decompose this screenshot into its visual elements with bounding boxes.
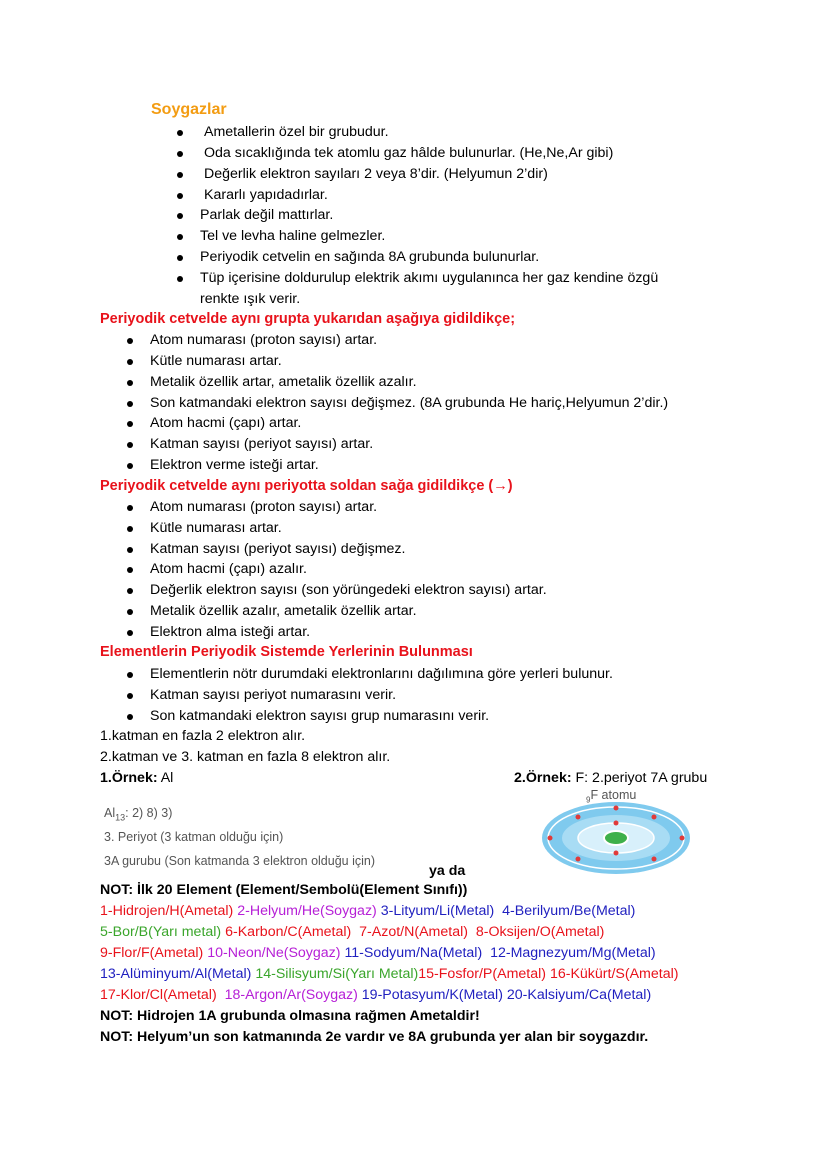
ya-da-text: ya da bbox=[429, 863, 466, 879]
ornek-1-image bbox=[100, 800, 420, 876]
bullet-icon bbox=[127, 630, 133, 636]
electron-config: $Al_{13}$: 2) 8) 3) bbox=[104, 806, 173, 823]
ornek-1: 1.Örnek: Al bbox=[100, 770, 174, 786]
not-title: NOT: İlk 20 Element (Element/Sembolü(Element Sınıfı)) bbox=[100, 882, 468, 898]
bullet-icon bbox=[127, 567, 133, 573]
bullet-icon bbox=[177, 151, 183, 157]
bullet-icon bbox=[127, 714, 133, 720]
katman-note-2: 2.katman ve 3. katman en fazla 8 elektron alır. bbox=[100, 749, 391, 765]
elements-row-3: 9-Flor/F(Ametal) 10-Neon/Ne(Soygaz) 11-Sodyum/Na(Metal) 12-Magnezyum/Mg(Metal) bbox=[100, 945, 656, 961]
grup-heading: Periyodik cetvelde aynı grupta yukarıdan aşağıya gidildikçe; bbox=[100, 311, 516, 327]
grup-info: 3A gurubu (Son katmanda 3 elektron olduğu için) bbox=[104, 854, 376, 868]
not-hidrojen: NOT: Hidrojen 1A grubunda olmasına rağmen Ametaldir! bbox=[100, 1008, 480, 1024]
bullet-icon bbox=[177, 234, 183, 240]
bullet-icon bbox=[127, 421, 133, 427]
not-helyum: NOT: Helyum’un son katmanında 2e vardır ve 8A grubunda yer alan bir soygazdır. bbox=[100, 1029, 649, 1045]
soygazlar-title: Soygazlar bbox=[151, 101, 227, 118]
atom-label: $_9$F atomu bbox=[586, 788, 637, 805]
document-page: Soygazlar Ametallerin özel bir grubudur. Oda sıcaklığında tek atomlu gaz hâlde bulunurlar. (He,Ne,Ar gibi) Değerlik elektron sayıları 2 veya 8’dir. (Helyumun 2’dir) Kararlı yapıdadırlar. Parlak değil mattırlar. Tel ve levha haline gelmezler. Periyodik cetvelin en sağında 8A grubunda bulunurlar. Tüp içerisine doldurulup elektrik akımı uygulanınca her gaz kendine özgü renkte ışık verir. Periyodik cetvelde aynı grupta yukarıdan aşağıya gidildikçe; Atom numarası (proton sayısı) artar. Kütle numarası artar. Metalik özellik artar, ametalik özellik azalır. Son katmandaki elektron sayısı değişmez. (8A grubunda He hariç,Helyumun 2’dir.) Atom hacmi (çapı) artar. Katman sayısı (periyot sayısı) artar. Elektron verme isteği artar. Periyodik cetvelde aynı periyotta soldan sağa gidildikçe (→) Atom numarası (proton sayısı) artar. Kütle numarası artar. Katman sayısı (periyot sayısı) değişmez. Atom hacmi (çapı) azalır. Değerlik elektron sayısı (son yörüngedeki elektron sayısı) artar. Metalik özellik azalır, ametalik özellik artar. Elektron alma isteği artar. Elementlerin Periyodik Sistemde Yerlerinin Bulunması Elementlerin nötr durumdaki elektronlarını dağılımına göre yerleri bulunur. Katman sayısı periyot numarasını verir. Son katmandaki elektron sayısı grup numarasını verir. 1.katman en fazla 2 elektron alır. 2.katman ve 3. katman en fazla 8 elektron alır. 1.Örnek: Al $Al_{13}$: 2) 8) 3) 3. Periyot (3 katman olduğu için) 3A gurubu (Son katmanda 3 elektron olduğu için) 2.Örnek: F: 2.periyot 7A grubu $_9$F atomu ya da NOT: İlk 20 Element (Element/Sembolü(Element Sınıfı)) 1-Hidrojen/H(Ametal) 2-Helyum/He(Soygaz) 3-Lityum/Li(Metal) 4-Berilyum/Be(Metal) 5-Bor/B(Yarı metal) 6-Karbon/C(Ametal) 7-Azot/N(Ametal) 8-Oksijen/O(Ametal) 9-Flor/F(Ametal) 10-Neon/Ne(Soygaz) 11-Sodyum/Na(Metal) 12-Magnezyum/Mg(Metal) 13-Alüminyum/Al(Metal) 14-Silisyum/Si(Yarı Metal)15-Fosfor/P(Ametal) 16-Kükürt/S(Ametal) 17-Klor/Cl(Ametal) 18-Argon/Ar(Soygaz) 19-Potasyum/K(Metal) 20-Kalsiyum/Ca(Metal) NOT: Hidrojen 1A grubunda olmasına rağmen Ametaldir! NOT: Helyum’un son katmanında 2e vardır ve 8A grubunda yer alan bir soygazdır. bbox=[0, 0, 828, 1169]
fluorine-atom-diagram bbox=[540, 800, 692, 876]
bullet-icon bbox=[127, 672, 133, 678]
bullet-icon bbox=[127, 693, 133, 699]
periyot-info: 3. Periyot (3 katman olduğu için) bbox=[104, 830, 284, 844]
ornek-2: 2.Örnek: F: 2.periyot 7A grubu bbox=[514, 770, 708, 786]
elements-row-2: 5-Bor/B(Yarı metal) 6-Karbon/C(Ametal) 7-Azot/N(Ametal) 8-Oksijen/O(Ametal) bbox=[100, 924, 605, 940]
bullet-icon bbox=[177, 276, 183, 282]
bullet-icon bbox=[177, 130, 183, 136]
yerler-heading: Elementlerin Periyodik Sistemde Yerlerinin Bulunması bbox=[100, 644, 473, 660]
elements-row-5: 17-Klor/Cl(Ametal) 18-Argon/Ar(Soygaz) 19-Potasyum/K(Metal) 20-Kalsiyum/Ca(Metal) bbox=[100, 987, 652, 1003]
bullet-icon bbox=[127, 505, 133, 511]
katman-note-1: 1.katman en fazla 2 elektron alır. bbox=[100, 728, 306, 744]
bullet-icon bbox=[127, 401, 133, 407]
bullet-icon bbox=[127, 588, 133, 594]
nucleus bbox=[604, 831, 628, 845]
periyot-heading: Periyodik cetvelde aynı periyotta soldan sağa gidildikçe (→) bbox=[100, 478, 513, 494]
bullet-icon bbox=[127, 547, 133, 553]
bullet-icon bbox=[177, 255, 183, 261]
elements-row-1: 1-Hidrojen/H(Ametal) 2-Helyum/He(Soygaz) 3-Lityum/Li(Metal) 4-Berilyum/Be(Metal) bbox=[100, 903, 636, 919]
elements-row-4: 13-Alüminyum/Al(Metal) 14-Silisyum/Si(Yarı Metal)15-Fosfor/P(Ametal) 16-Kükürt/S(Ametal) bbox=[100, 966, 679, 982]
bullet-icon bbox=[177, 193, 183, 199]
bullet-icon bbox=[127, 526, 133, 532]
bullet-icon bbox=[127, 609, 133, 615]
bullet-icon bbox=[127, 380, 133, 386]
bullet-icon bbox=[127, 463, 133, 469]
bullet-icon bbox=[177, 213, 183, 219]
bullet-icon bbox=[177, 172, 183, 178]
bullet-icon bbox=[127, 359, 133, 365]
bullet-icon bbox=[127, 442, 133, 448]
bullet-icon bbox=[127, 338, 133, 344]
